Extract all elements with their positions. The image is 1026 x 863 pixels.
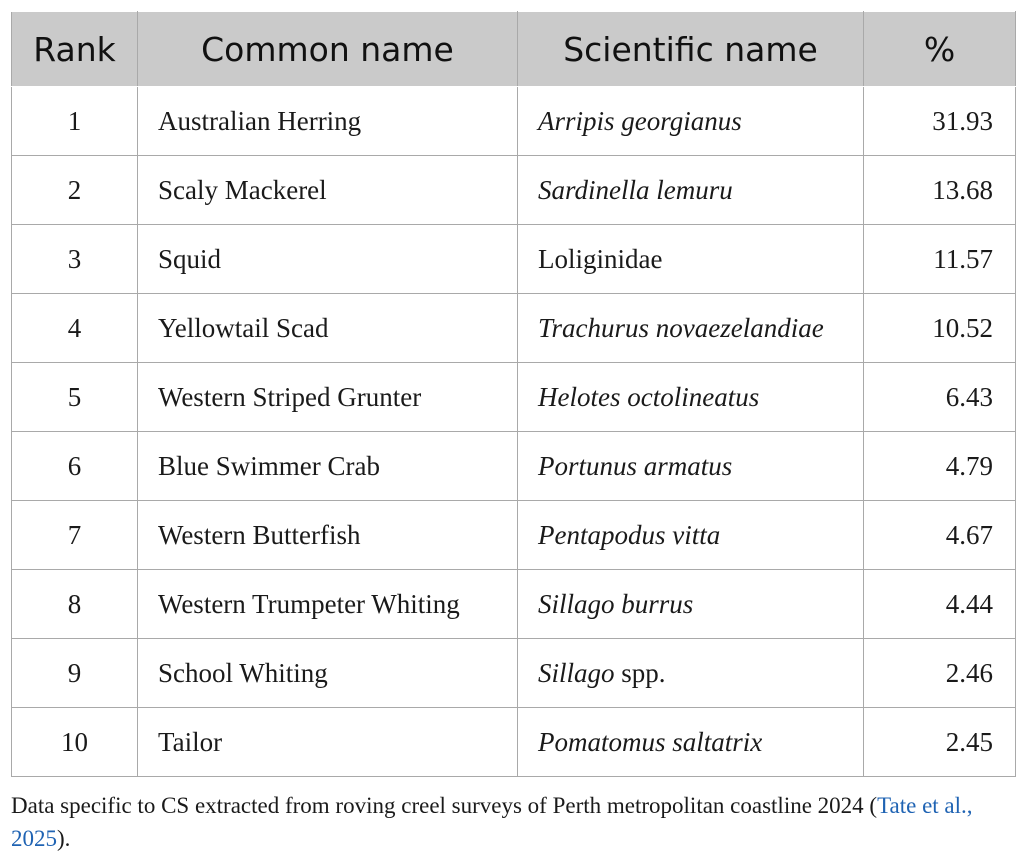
common-name-cell: Blue Swimmer Crab [138,432,518,501]
table-row [12,432,1016,501]
rank-cell: 8 [12,570,138,639]
table-row [12,501,1016,570]
common-name-cell: Western Striped Grunter [138,363,518,432]
scientific-name-cell [518,87,864,156]
rank-cell: 7 [12,501,138,570]
footnote-text: Data specific to CS extracted from roving creel surveys of Perth metropolitan coastline 2024 ( [11,793,878,818]
rank-cell: 1 [12,87,138,156]
header-rank: Rank [12,12,138,87]
common-name-cell: School Whiting [138,639,518,708]
header-percent: % [864,12,1016,87]
rank-cell: 4 [12,294,138,363]
footnote-tail: ). [57,826,71,851]
percent-cell: 2.46 [864,639,1016,708]
table-row [12,294,1016,363]
scientific-name-cell [518,156,864,225]
percent-cell: 31.93 [864,87,1016,156]
scientific-name-italic: Sillago burrus [538,588,694,619]
header-scientific-name: Scientific name [518,12,864,87]
table-body [12,87,1016,777]
scientific-name-cell [518,708,864,777]
percent-cell: 2.45 [864,708,1016,777]
scientific-name-plain: spp. [614,657,666,688]
common-name-cell: Tailor [138,708,518,777]
common-name-cell: Western Trumpeter Whiting [138,570,518,639]
scientific-name-italic: Sillago [538,657,615,688]
scientific-name-italic: Trachurus novaezelandiae [538,312,824,343]
scientific-name-cell [518,501,864,570]
table-row [12,156,1016,225]
rank-cell: 9 [12,639,138,708]
table-row [12,225,1016,294]
rank-cell: 5 [12,363,138,432]
table-row [12,639,1016,708]
header-common-name: Common name [138,12,518,87]
scientific-name-cell [518,225,864,294]
percent-cell: 4.67 [864,501,1016,570]
percent-cell: 4.79 [864,432,1016,501]
rank-cell: 10 [12,708,138,777]
percent-cell: 13.68 [864,156,1016,225]
scientific-name-cell [518,363,864,432]
table-header-row [12,12,1016,87]
scientific-name-cell [518,432,864,501]
rank-cell: 3 [12,225,138,294]
percent-cell: 4.44 [864,570,1016,639]
percent-cell: 10.52 [864,294,1016,363]
rank-cell: 6 [12,432,138,501]
table-row [12,570,1016,639]
table-row [12,708,1016,777]
scientific-name-cell [518,294,864,363]
scientific-name-italic: Arripis georgianus [538,105,742,136]
scientific-name-italic: Sardinella lemuru [538,174,733,205]
common-name-cell: Australian Herring [138,87,518,156]
scientific-name-cell [518,639,864,708]
common-name-cell: Scaly Mackerel [138,156,518,225]
scientific-name-italic: Pomatomus saltatrix [538,726,763,757]
scientific-name-italic: Portunus armatus [538,450,733,481]
scientific-name-italic: Helotes octolineatus [538,381,760,412]
percent-cell: 6.43 [864,363,1016,432]
common-name-cell: Squid [138,225,518,294]
percent-cell: 11.57 [864,225,1016,294]
table-footnote [11,789,1015,855]
table-row [12,87,1016,156]
scientific-name-cell [518,570,864,639]
common-name-cell: Yellowtail Scad [138,294,518,363]
citation-link[interactable]: Tate et al., 2025 [11,793,973,851]
common-name-cell: Western Butterfish [138,501,518,570]
scientific-name-plain: Loliginidae [538,243,663,274]
table-row [12,363,1016,432]
scientific-name-italic: Pentapodus vitta [538,519,721,550]
species-table [11,11,1016,777]
rank-cell: 2 [12,156,138,225]
